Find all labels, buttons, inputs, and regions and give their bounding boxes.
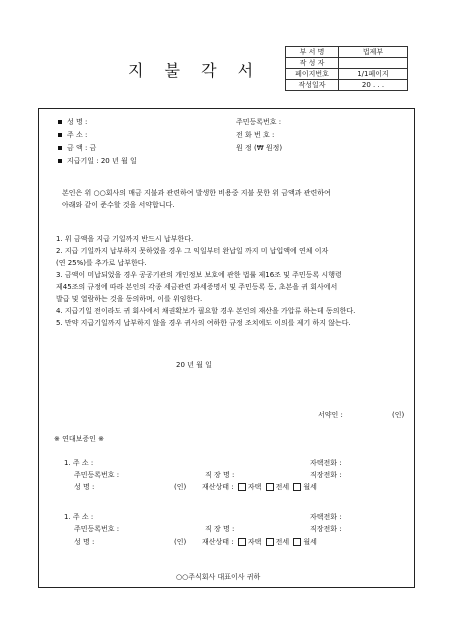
intro-line: 아래와 같이 준수할 것을 서약합니다. (62, 201, 175, 209)
info-reg-number: 주민등록번호 : (236, 118, 282, 126)
meta-value: 20 . . . (339, 80, 408, 91)
meta-label: 페이지번호 (286, 69, 339, 80)
checkbox-jeonse[interactable] (266, 483, 274, 491)
checkbox-wolse[interactable] (293, 483, 301, 491)
term-line: 4. 지급기일 전이라도 귀 회사에서 채권확보가 필요할 경우 본인의 재산을 가압류 하는데 동의한다. (56, 307, 356, 315)
meta-value: 법제부 (339, 47, 408, 58)
term-line: 3. 금액이 미납되었을 경우 공공기관의 개인정보 보호에 관한 법률 제16조 및 주민등록 시행령 (56, 271, 342, 279)
pledger-label: 서약인 : (318, 411, 343, 419)
meta-row (286, 69, 408, 80)
meta-table (285, 46, 408, 91)
meta-value: 1/1페이지 (339, 69, 408, 80)
guarantor-name: 성 명 : (74, 538, 95, 546)
checkbox-wolse[interactable] (293, 538, 301, 546)
guarantor-workplace: 직 장 명 : (205, 471, 235, 479)
pledger-seal: (인) (392, 411, 405, 419)
checkbox-own-home[interactable] (238, 538, 246, 546)
info-address: 주 소 : (58, 130, 87, 140)
guarantor-reg-number: 주민등록번호 : (74, 525, 120, 533)
info-phone: 전 화 번 호 : (236, 131, 275, 139)
info-amount: 금 액 : 금 (58, 143, 96, 153)
checkbox-own-home[interactable] (238, 483, 246, 491)
addressee: ○○주식회사 대표이사 귀하 (176, 573, 261, 581)
term-line: 2. 지급 기일까지 납부하지 못하였을 경우 그 익일부터 완납일 까지 미 납입액에 연체 이자 (56, 247, 329, 255)
meta-label: 부 서 명 (286, 47, 339, 58)
meta-value (339, 58, 408, 69)
info-due-date: 지급기일 : 20 년 월 일 (58, 156, 137, 166)
bullet-square-icon (58, 120, 62, 124)
meta-row (286, 80, 408, 91)
checkbox-jeonse[interactable] (266, 538, 274, 546)
term-line: 5. 만약 지급기일까지 납부하지 않을 경우 귀사의 여하한 규정 조치에도 이의를 제기 하지 않는다. (56, 319, 351, 327)
info-name: 성 명 : (58, 117, 87, 127)
term-line: (연 25%)를 추가로 납부한다. (56, 259, 147, 267)
pledge-date: 20 년 월 일 (176, 361, 212, 369)
intro-line: 본인은 위 ○○회사의 매금 지불과 관련하여 발생한 비용중 지불 못한 위 금액과 관련하여 (62, 189, 331, 197)
guarantor-header: ※ 연대보증인 ※ (54, 435, 104, 443)
guarantor-reg-number: 주민등록번호 : (74, 471, 120, 479)
bullet-square-icon (58, 146, 62, 150)
term-line: 발급 및 열람하는 것을 동의하며, 이를 위임한다. (56, 295, 203, 303)
guarantor-property: 재산상태 : 자택 전세 월세 (202, 483, 317, 491)
guarantor-seal: (인) (174, 483, 187, 491)
meta-row (286, 58, 408, 69)
meta-row (286, 47, 408, 58)
guarantor-name: 성 명 : (74, 483, 95, 491)
guarantor-address: 1. 주 소 : (64, 459, 94, 467)
guarantor-address: 1. 주 소 : (64, 513, 94, 521)
guarantor-home-phone: 자택전화 : (310, 459, 342, 467)
term-line: 제45조의 규정에 따라 본인의 각종 세금관련 과세증명서 및 주민등록 등, 초본을 귀 회사에서 (56, 283, 338, 291)
guarantor-home-phone: 자택전화 : (310, 513, 342, 521)
guarantor-seal: (인) (174, 538, 187, 546)
bullet-square-icon (58, 133, 62, 137)
guarantor-property: 재산상태 : 자택 전세 월세 (202, 538, 317, 546)
document-body-frame (38, 108, 415, 588)
meta-label: 작 성 자 (286, 58, 339, 69)
term-line: 1. 위 금액을 지급 기일까지 반드시 납부한다. (56, 235, 194, 243)
guarantor-work-phone: 직장전화 : (310, 471, 342, 479)
document-title: 지 불 각 서 (128, 61, 262, 80)
bullet-square-icon (58, 159, 62, 163)
guarantor-workplace: 직 장 명 : (205, 525, 235, 533)
info-amount-won: 원 정 (₩ 원정) (236, 144, 283, 152)
guarantor-work-phone: 직장전화 : (310, 525, 342, 533)
meta-label: 작성일자 (286, 80, 339, 91)
